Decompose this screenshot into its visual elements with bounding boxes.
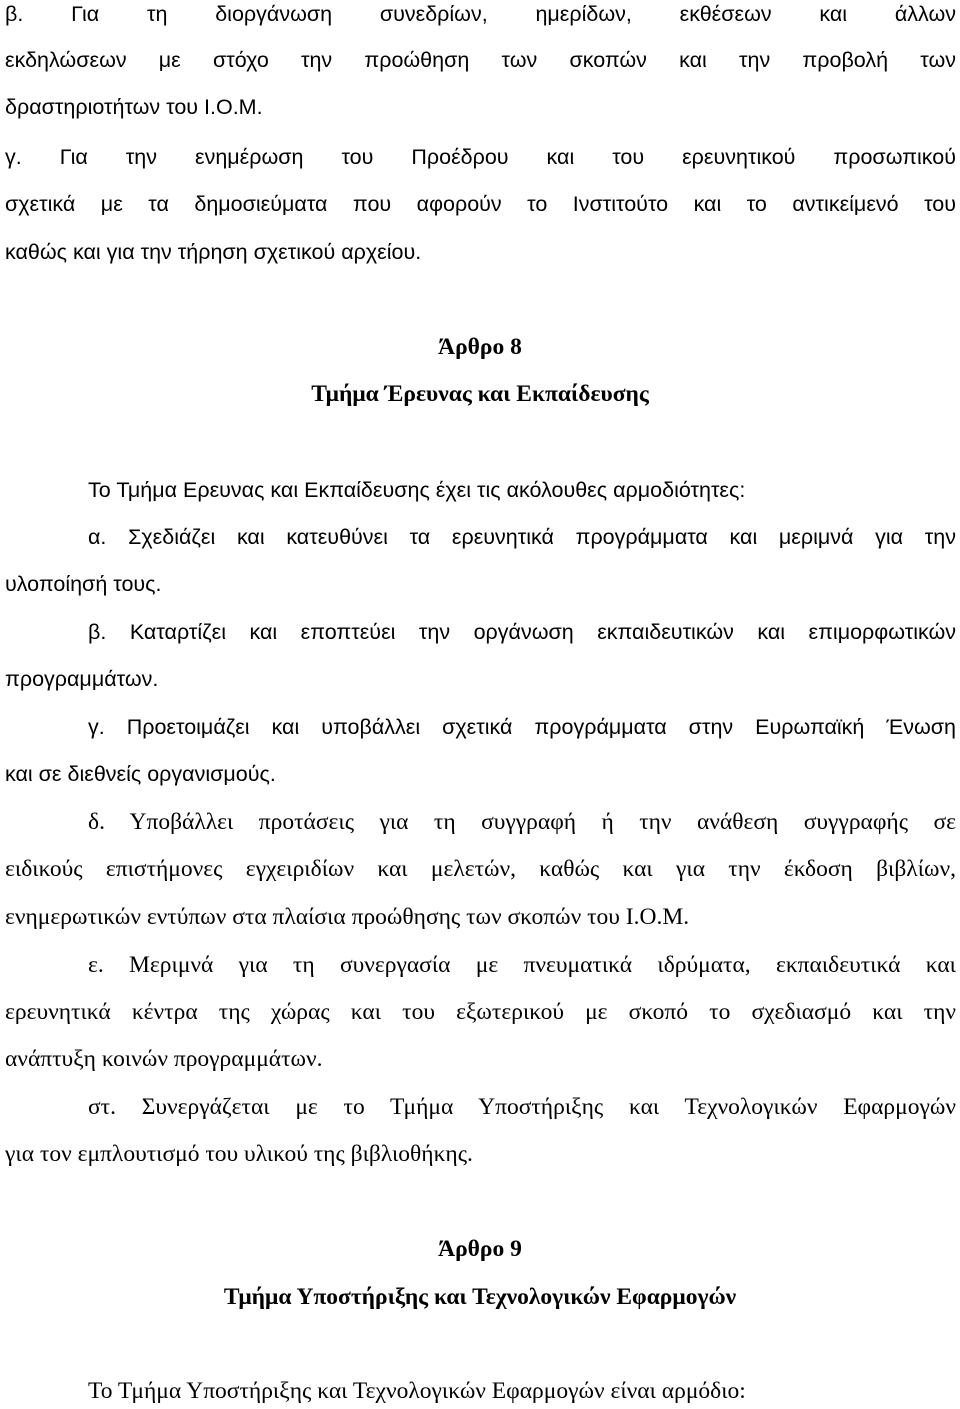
article-9-title: Άρθρο 9 — [438, 1236, 522, 1262]
article-8-item-a-line-1: α. Σχεδιάζει και κατευθύνει τα ερευνητικά προγράμματα και μεριμνά για την — [88, 525, 956, 549]
item-b-line-2: εκδηλώσεων με στόχο την προώθηση των σκοπών και την προβολή των — [5, 48, 956, 72]
article-8-item-e-line-1: ε. Μεριμνά για τη συνεργασία με πνευματικά ιδρύματα, εκπαιδευτικά και — [88, 952, 956, 978]
article-8-item-a-line-2: υλοποίησή τους. — [5, 572, 162, 596]
article-8-title: Άρθρο 8 — [438, 334, 522, 360]
article-9-subtitle: Τμήμα Υποστήριξης και Τεχνολογικών Εφαρμογών — [223, 1284, 737, 1310]
item-c-line-1: γ. Για την ενημέρωση του Προέδρου και του ερευνητικού προσωπικού — [5, 145, 956, 169]
item-c-line-3: καθώς και για την τήρηση σχετικού αρχείου. — [5, 240, 422, 264]
article-8-item-st-line-2: για τον εμπλουτισμό του υλικού της βιβλιοθήκης. — [5, 1141, 473, 1167]
article-8-item-d-line-1: δ. Υποβάλλει προτάσεις για τη συγγραφή ή την ανάθεση συγγραφής σε — [88, 809, 956, 835]
article-8-item-st-line-1: στ. Συνεργάζεται με το Τμήμα Υποστήριξης και Τεχνολογικών Εφαρμογών — [88, 1094, 956, 1120]
article-8-item-e-line-2: ερευνητικά κέντρα της χώρας και του εξωτερικού με σκοπό το σχεδιασμό και την — [5, 999, 956, 1025]
article-8-item-c-line-1: γ. Προετοιμάζει και υποβάλλει σχετικά προγράμματα στην Ευρωπαϊκή Ένωση — [88, 715, 956, 739]
article-8-intro: Το Τμήμα Ερευνας και Εκπαίδευσης έχει τις ακόλουθες αρμοδιότητες: — [88, 478, 746, 502]
item-b-line-3: δραστηριοτήτων του Ι.Ο.Μ. — [5, 95, 263, 119]
article-8-item-c-line-2: και σε διεθνείς οργανισμούς. — [5, 762, 276, 786]
item-b-line-1: β. Για τη διοργάνωση συνεδρίων, ημερίδων, εκθέσεων και άλλων — [5, 2, 956, 26]
article-8-item-d-line-3: ενημερωτικών εντύπων στα πλαίσια προώθησης των σκοπών του Ι.Ο.Μ. — [5, 904, 690, 930]
article-8-item-b-line-1: β. Καταρτίζει και εποπτεύει την οργάνωση εκπαιδευτικών και επιμορφωτικών — [88, 620, 956, 644]
article-8-item-d-line-2: ειδικούς επιστήμονες εγχειριδίων και μελετών, καθώς και για την έκδοση βιβλίων, — [5, 856, 956, 882]
item-c-line-2: σχετικά με τα δημοσιεύματα που αφορούν το Ινστιτούτο και το αντικείμενό του — [5, 192, 956, 216]
article-8-item-b-line-2: προγραμμάτων. — [5, 667, 159, 691]
article-8-item-e-line-3: ανάπτυξη κοινών προγραμμάτων. — [5, 1046, 323, 1072]
article-9-intro: Το Τμήμα Υποστήριξης και Τεχνολογικών Εφαρμογών είναι αρμόδιο: — [88, 1378, 746, 1404]
article-8-subtitle: Τμήμα Έρευνας και Εκπαίδευσης — [311, 381, 649, 407]
